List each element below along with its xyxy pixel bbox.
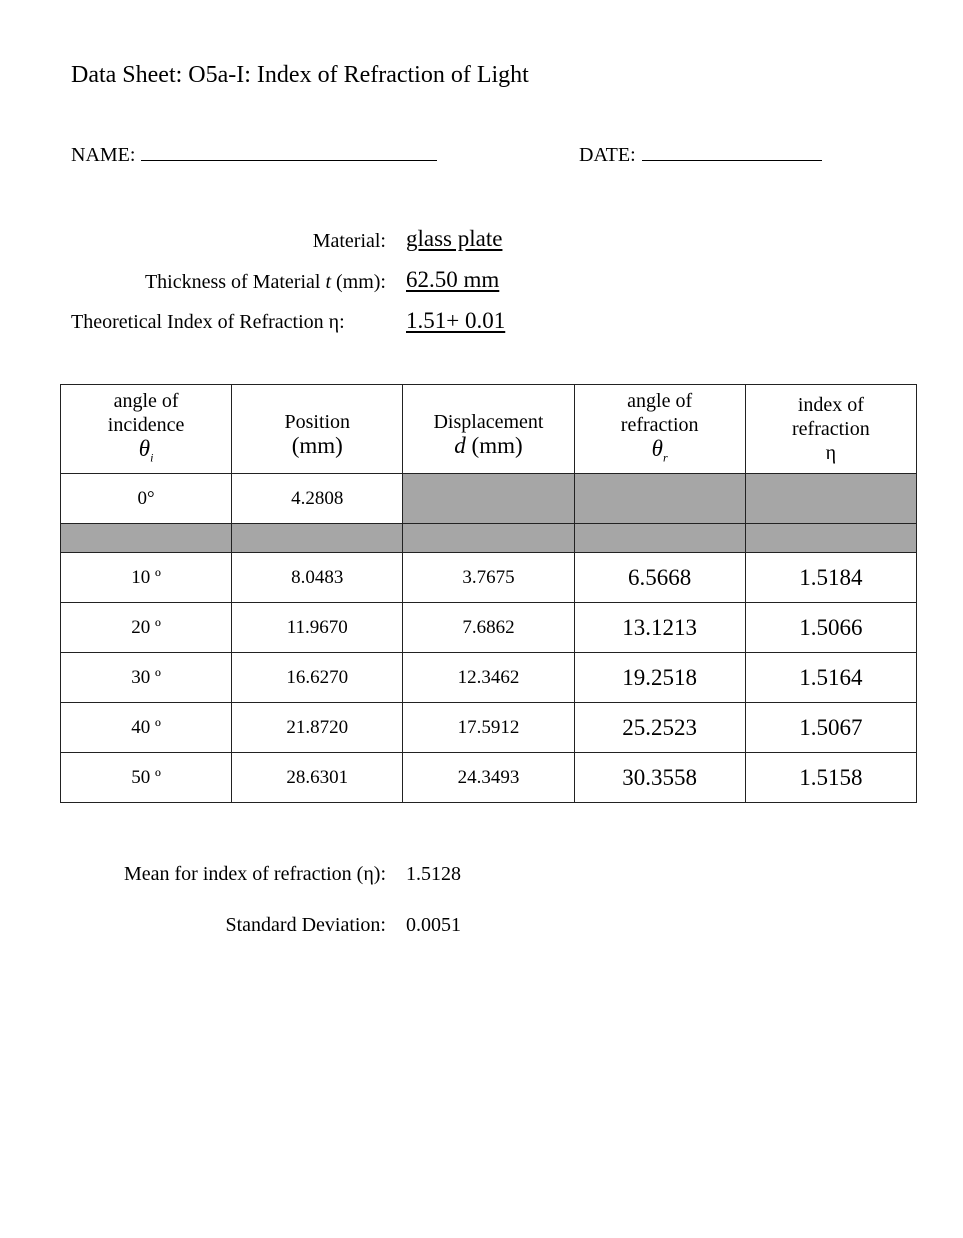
name-blank-line[interactable]: [141, 144, 437, 161]
date-label: DATE:: [579, 144, 636, 166]
table-row: [61, 553, 917, 603]
date-field: [579, 144, 822, 167]
displacement-cell: 3.7675: [403, 553, 574, 603]
header-refraction-line1: angle of: [627, 389, 693, 412]
position-cell: 16.6270: [232, 653, 403, 703]
index-cell: 1.5066: [745, 603, 916, 653]
header-position-unit: (mm): [291, 433, 343, 458]
thickness-label-prefix: Thickness of Material: [144, 271, 326, 293]
header-displacement-unit: [403, 434, 573, 458]
displacement-unit: (mm): [465, 433, 523, 458]
header-refraction-line2: refraction: [620, 413, 699, 436]
data-table: [60, 384, 917, 803]
header-incidence-symbol: [61, 437, 231, 470]
refraction-angle-cell: 25.2523: [574, 703, 745, 753]
theta-i-symbol: θ: [138, 435, 151, 461]
header-index-symbol: η: [825, 442, 837, 464]
header-incidence-line1: angle of: [113, 389, 179, 412]
header-incidence: [61, 385, 232, 474]
shaded-cell: [745, 474, 916, 524]
header-index-line1: index of: [797, 394, 864, 416]
header-refraction-symbol: [575, 437, 745, 470]
table-row: [61, 753, 917, 803]
displacement-cell: 17.5912: [403, 703, 574, 753]
theta-i-subscript: i: [150, 450, 154, 465]
header-position: [232, 385, 403, 474]
shaded-cell: [745, 524, 916, 553]
header-index-line2: refraction: [792, 418, 870, 440]
angle-cell: 50 º: [61, 753, 232, 803]
header-refraction-angle: [574, 385, 745, 474]
index-cell: 1.5184: [745, 553, 916, 603]
material-value: glass plate: [406, 226, 503, 251]
reference-row: [61, 474, 917, 524]
refraction-angle-cell: 30.3558: [574, 753, 745, 803]
mean-label: Mean for index of refraction (η):: [123, 863, 386, 885]
position-cell: 11.9670: [232, 603, 403, 653]
shaded-cell: [403, 474, 574, 524]
table-row: [61, 653, 917, 703]
d-variable: d: [454, 433, 466, 458]
theta-r-subscript: r: [662, 450, 668, 465]
refraction-angle-cell: 6.5668: [574, 553, 745, 603]
date-blank-line[interactable]: [642, 144, 822, 161]
position-cell: 28.6301: [232, 753, 403, 803]
refraction-angle-cell: 13.1213: [574, 603, 745, 653]
header-displacement: [403, 385, 574, 474]
table-header-row: [61, 385, 917, 474]
index-cell: 1.5067: [745, 703, 916, 753]
ref-position-cell: 4.2808: [232, 474, 403, 524]
index-cell: 1.5164: [745, 653, 916, 703]
name-field: [71, 144, 437, 167]
displacement-cell: 12.3462: [403, 653, 574, 703]
theory-label: Theoretical Index of Refraction η:: [71, 311, 345, 333]
thickness-variable: t: [325, 271, 331, 293]
position-cell: 8.0483: [232, 553, 403, 603]
shaded-cell: [403, 524, 574, 553]
name-label: NAME:: [71, 144, 136, 166]
page-title: Data Sheet: O5a-I: Index of Refraction of Light: [71, 62, 529, 88]
shaded-cell: [574, 524, 745, 553]
shaded-cell: [574, 474, 745, 524]
theory-value: 1.51+ 0.01: [406, 308, 506, 333]
displacement-cell: 7.6862: [403, 603, 574, 653]
angle-cell: 10 º: [61, 553, 232, 603]
angle-cell: 20 º: [61, 603, 232, 653]
shaded-cell: [232, 524, 403, 553]
index-cell: 1.5158: [745, 753, 916, 803]
theta-r-symbol: θ: [651, 435, 663, 461]
thickness-label: [145, 271, 386, 294]
header-position-line1: Position: [284, 411, 351, 433]
header-displacement-line1: Displacement: [433, 411, 544, 433]
ref-angle-cell: 0°: [61, 474, 232, 524]
refraction-angle-cell: 19.2518: [574, 653, 745, 703]
thickness-value: 62.50 mm: [406, 267, 500, 292]
table-row: [61, 603, 917, 653]
std-dev-value: 0.0051: [406, 914, 461, 936]
shaded-separator-row: [61, 524, 917, 553]
angle-cell: 40 º: [61, 703, 232, 753]
std-dev-label: Standard Deviation:: [225, 914, 386, 936]
material-label: Material:: [312, 230, 386, 252]
shaded-cell: [61, 524, 232, 553]
displacement-cell: 24.3493: [403, 753, 574, 803]
thickness-label-suffix: (mm):: [331, 271, 386, 293]
header-index: [745, 385, 916, 474]
table-row: [61, 703, 917, 753]
mean-value: 1.5128: [406, 863, 461, 885]
position-cell: 21.8720: [232, 703, 403, 753]
angle-cell: 30 º: [61, 653, 232, 703]
header-incidence-line2: incidence: [107, 413, 185, 436]
